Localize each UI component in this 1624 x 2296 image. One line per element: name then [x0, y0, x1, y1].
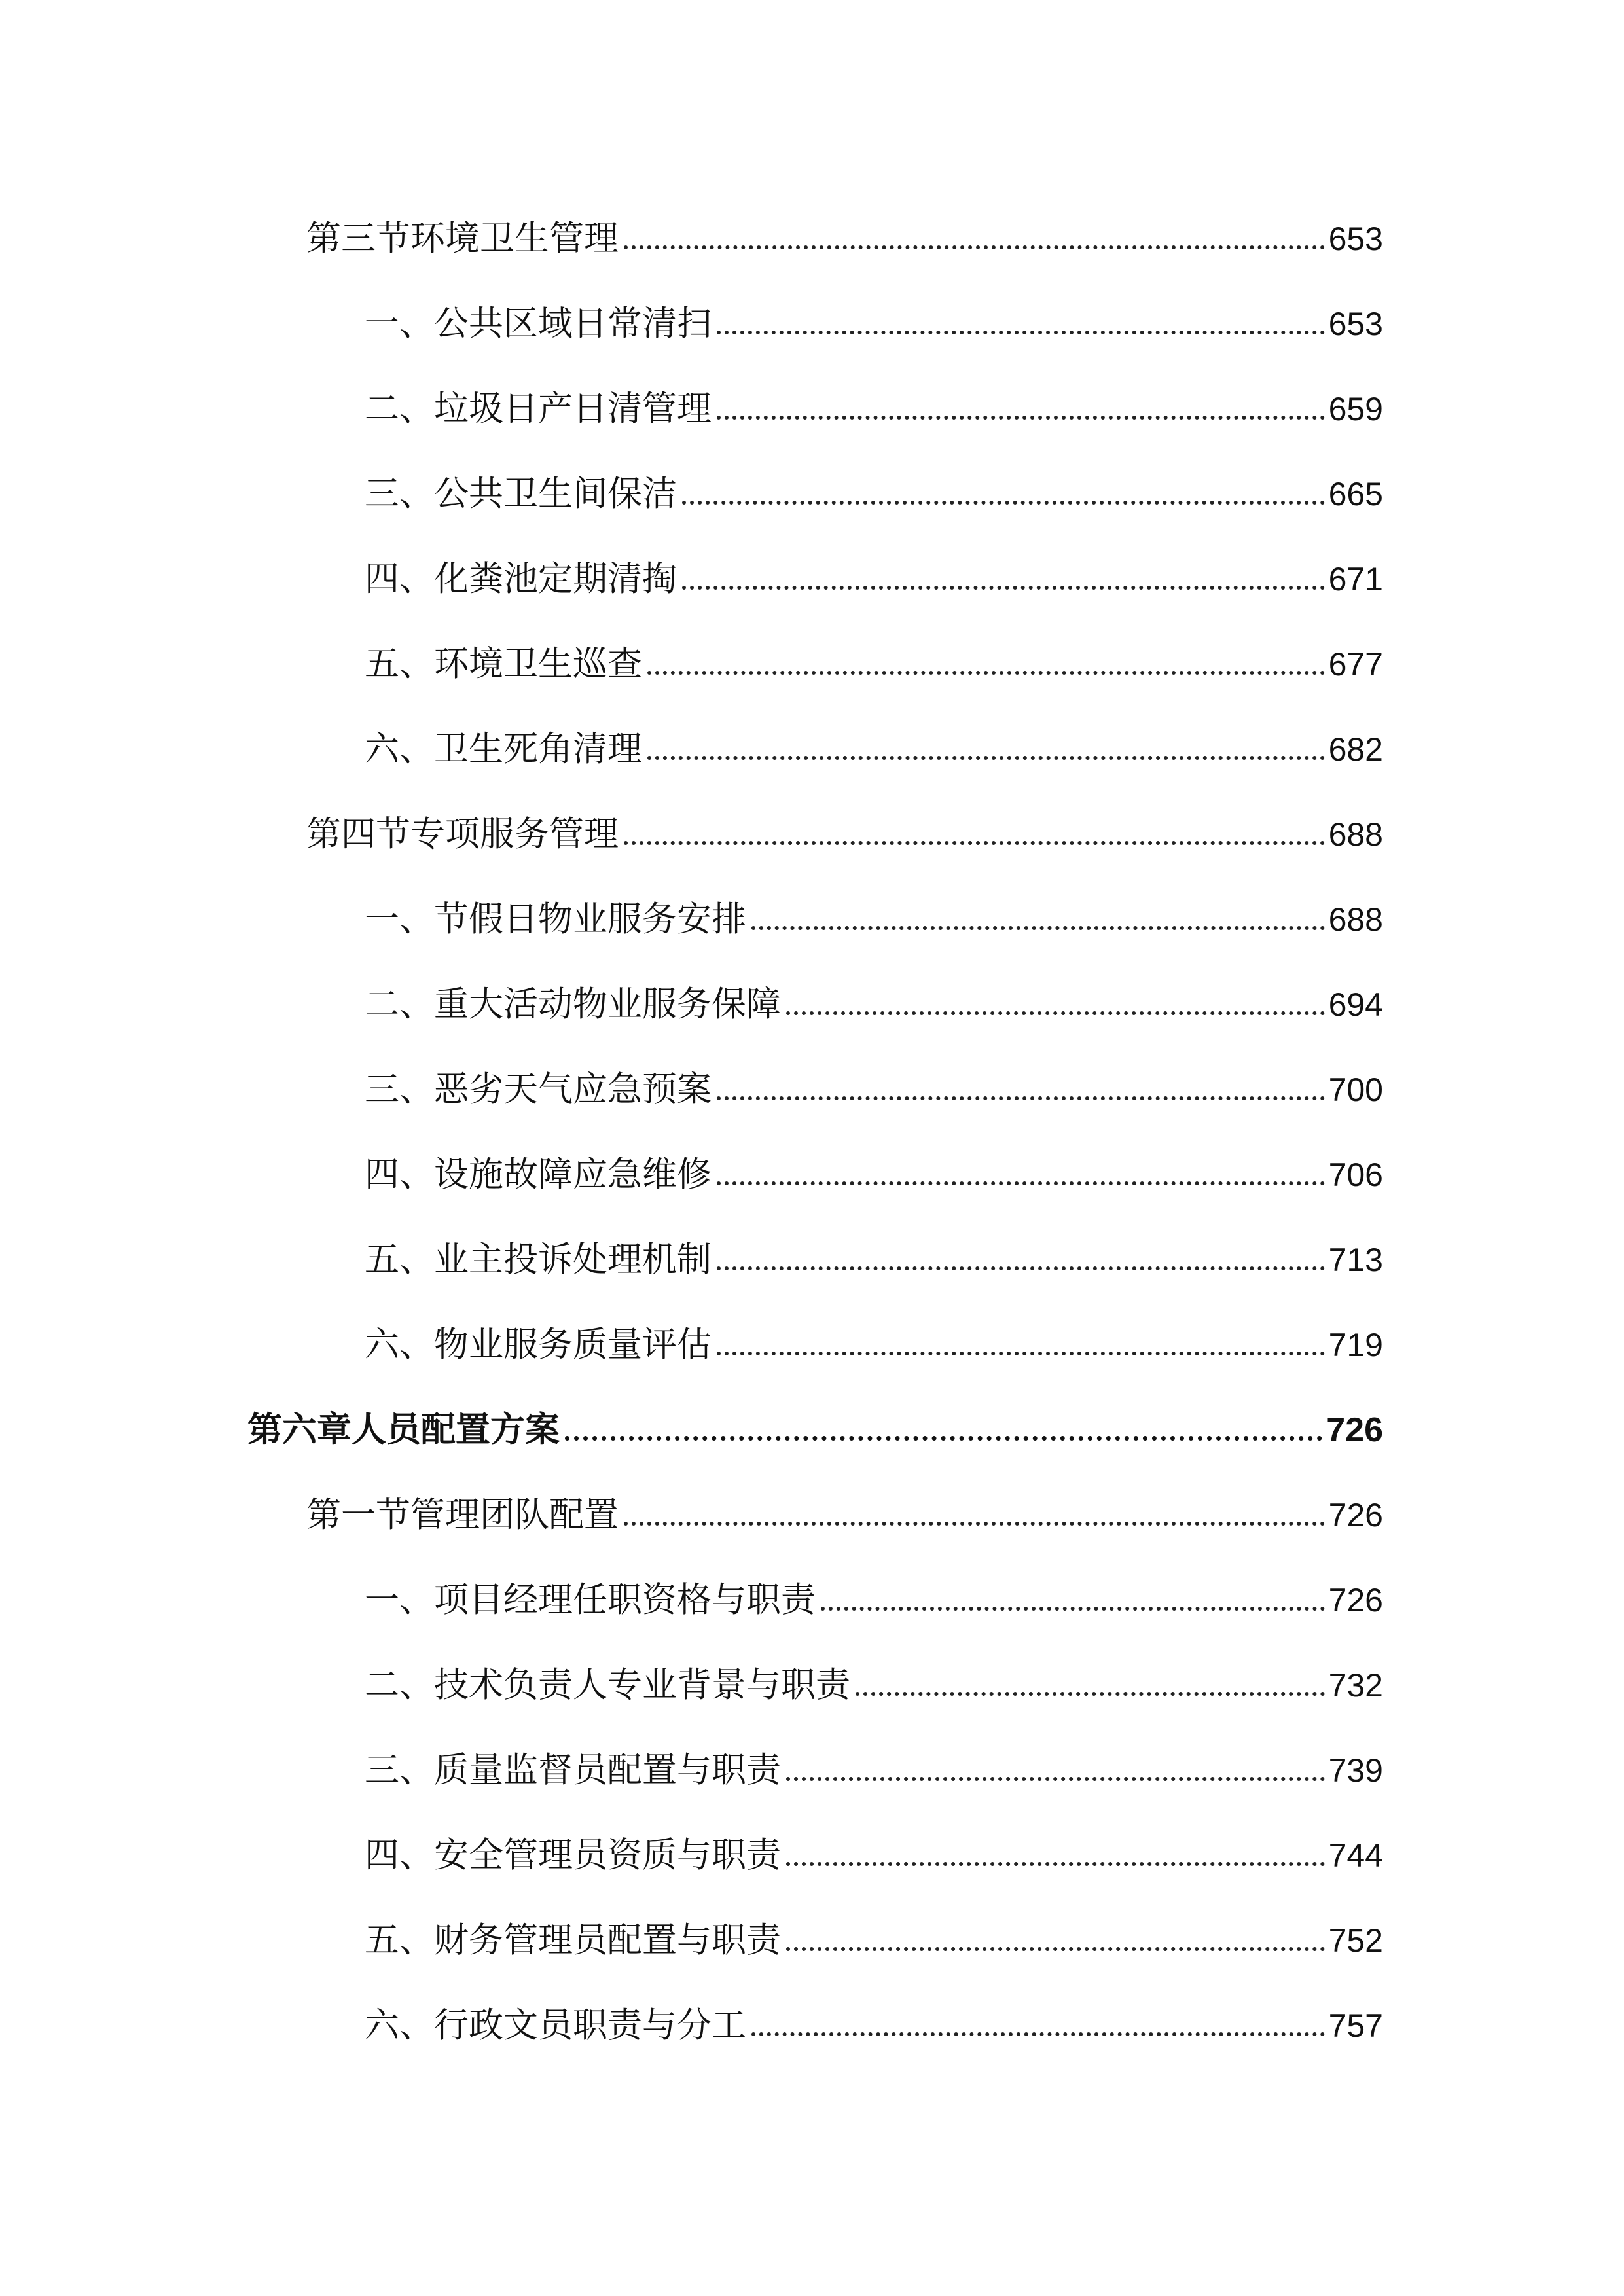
toc-leader-dots: [624, 245, 1325, 249]
toc-leader-dots: [565, 1435, 1322, 1441]
toc-entry-label: 三、质量监督员配置与职责: [365, 1750, 781, 1790]
toc-entry-label: 一、公共区域日常清扫: [365, 304, 712, 344]
toc-leader-dots: [682, 500, 1325, 505]
toc-entry-page: 688: [1328, 901, 1383, 938]
toc-entry-label: 第一节管理团队配置: [306, 1495, 619, 1535]
toc-leader-dots: [786, 1861, 1325, 1866]
toc-entry-page: 671: [1328, 561, 1383, 598]
toc-leader-dots: [717, 1181, 1325, 1185]
toc-entry-page: 744: [1328, 1837, 1383, 1874]
toc-entry-label: 二、重大活动物业服务保障: [365, 984, 781, 1024]
toc-entry-label: 三、恶劣天气应急预案: [365, 1069, 712, 1109]
toc-entry-page: 719: [1328, 1327, 1383, 1363]
toc-entry-item: [365, 1149, 1383, 1201]
toc-entry-page: 732: [1328, 1667, 1383, 1704]
toc-entry-section: [306, 213, 1383, 265]
toc-entry-page: 739: [1328, 1752, 1383, 1789]
toc-entry-item: [365, 468, 1383, 520]
toc-entry-page: 688: [1328, 816, 1383, 853]
toc-entry-label: 五、财务管理员配置与职责: [365, 1920, 781, 1960]
toc-entry-chapter: [247, 1404, 1383, 1456]
toc-entry-label: 五、业主投诉处理机制: [365, 1240, 712, 1280]
toc-entry-item: [365, 893, 1383, 946]
toc-entry-section: [306, 1489, 1383, 1541]
toc-entry-label: 六、卫生死角清理: [365, 729, 642, 769]
toc-entry-label: 第四节专项服务管理: [306, 814, 619, 854]
toc-entry-item: [365, 723, 1383, 776]
toc-entry-item: [365, 1829, 1383, 1882]
toc-leader-dots: [717, 1351, 1325, 1355]
toc-entry-item: [365, 1234, 1383, 1286]
toc-entry-page: 653: [1328, 306, 1383, 342]
toc-entry-page: 694: [1328, 986, 1383, 1023]
toc-entry-label: 四、化粪池定期清掏: [365, 559, 677, 599]
toc-entry-page: 653: [1328, 221, 1383, 257]
toc-leader-dots: [717, 1266, 1325, 1270]
toc-entry-label: 四、设施故障应急维修: [365, 1155, 712, 1194]
toc-entry-label: 第三节环境卫生管理: [306, 219, 619, 259]
toc-leader-dots: [751, 925, 1325, 930]
toc-leader-dots: [751, 2032, 1325, 2036]
toc-entry-page: 682: [1328, 731, 1383, 768]
toc-entry-item: [365, 298, 1383, 350]
toc-leader-dots: [786, 1011, 1325, 1015]
toc-entry-label: 一、节假日物业服务安排: [365, 899, 746, 939]
toc-entry-item: [365, 2000, 1383, 2052]
toc-entry-item: [365, 1659, 1383, 1712]
toc-entry-page: 726: [1328, 1582, 1383, 1619]
toc-entry-page: 757: [1328, 2007, 1383, 2044]
toc-leader-dots: [647, 755, 1325, 760]
toc-entry-page: 706: [1328, 1157, 1383, 1193]
toc-leader-dots: [856, 1691, 1325, 1696]
toc-entry-item: [365, 978, 1383, 1031]
toc-entry-page: 752: [1328, 1922, 1383, 1959]
toc-entry-label: 二、技术负责人专业背景与职责: [365, 1665, 850, 1705]
toc-leader-dots: [647, 670, 1325, 675]
toc-entry-item: [365, 1064, 1383, 1116]
toc-entry-item: [365, 1914, 1383, 1967]
toc-leader-dots: [624, 840, 1325, 845]
toc-entry-page: 726: [1326, 1411, 1383, 1449]
toc-entry-label: 六、物业服务质量评估: [365, 1325, 712, 1365]
toc-entry-page: 726: [1328, 1497, 1383, 1534]
toc-entry-label: 四、安全管理员资质与职责: [365, 1835, 781, 1875]
toc-entry-label: 第六章人员配置方案: [247, 1410, 560, 1450]
toc-entry-page: 659: [1328, 391, 1383, 427]
toc-entry-item: [365, 638, 1383, 691]
toc-leader-dots: [786, 1776, 1325, 1781]
toc-leader-dots: [624, 1521, 1325, 1526]
toc-entry-page: 700: [1328, 1071, 1383, 1108]
toc-leader-dots: [717, 415, 1325, 420]
toc-entry-label: 二、垃圾日产日清管理: [365, 389, 712, 429]
toc-leader-dots: [717, 330, 1325, 334]
toc-entry-label: 三、公共卫生间保洁: [365, 474, 677, 514]
toc-entry-item: [365, 1574, 1383, 1626]
toc-leader-dots: [786, 1946, 1325, 1951]
toc-entry-item: [365, 383, 1383, 435]
toc-entry-page: 665: [1328, 476, 1383, 512]
toc-leader-dots: [717, 1096, 1325, 1100]
toc-leader-dots: [821, 1606, 1325, 1611]
toc-entry-label: 一、项目经理任职资格与职责: [365, 1580, 816, 1620]
toc-entry-item: [365, 1319, 1383, 1371]
toc-entry-label: 六、行政文员职责与分工: [365, 2005, 746, 2045]
toc-entry-label: 五、环境卫生巡查: [365, 644, 642, 684]
toc-entry-item: [365, 1744, 1383, 1797]
toc-entry-page: 713: [1328, 1242, 1383, 1278]
toc-entry-page: 677: [1328, 646, 1383, 683]
toc-entry-section: [306, 808, 1383, 861]
toc-entry-item: [365, 553, 1383, 605]
toc-leader-dots: [682, 585, 1325, 590]
